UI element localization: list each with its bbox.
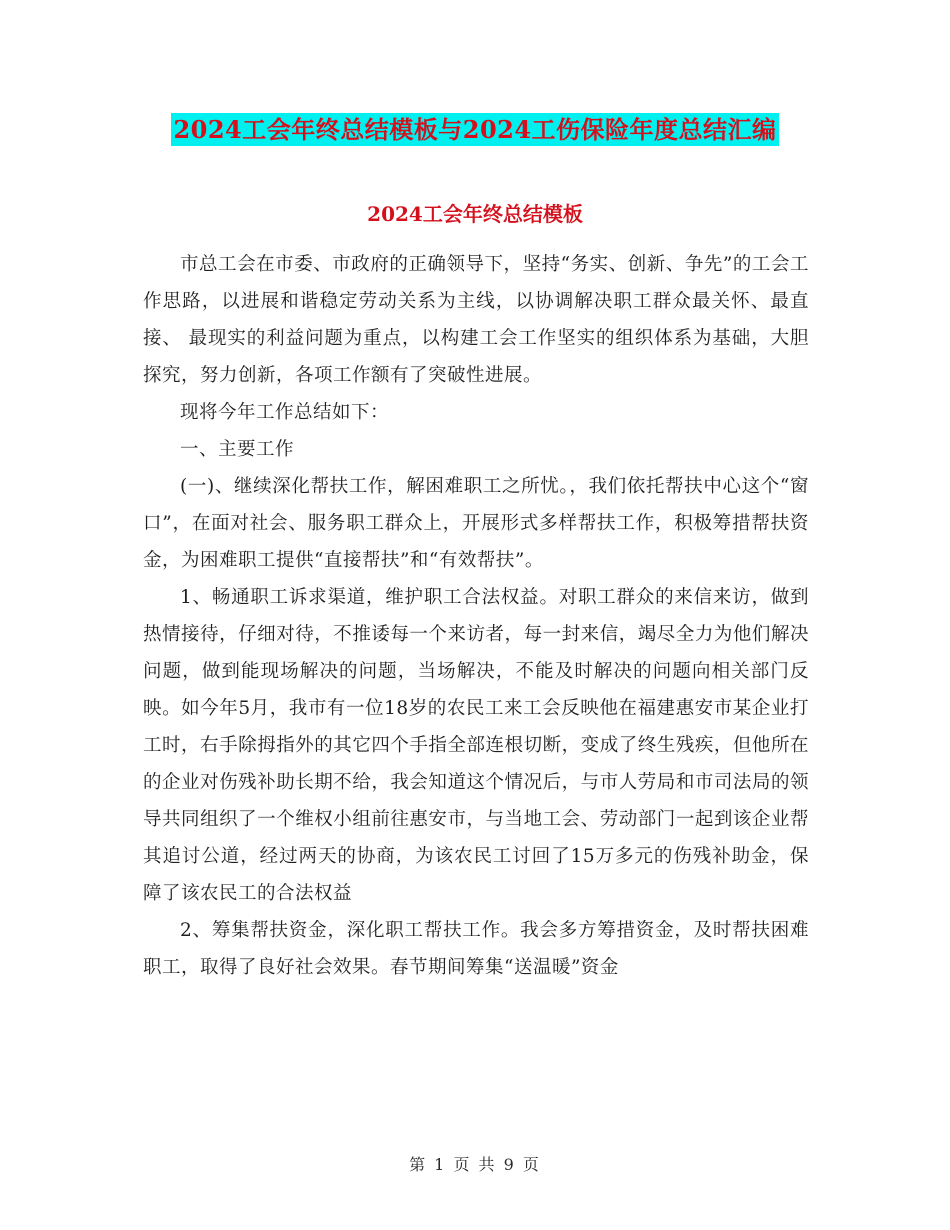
paragraph-heading: 一、主要工作 — [180, 439, 295, 460]
document-title-text: 2024工会年终总结模板与2024工伤保险年度总结汇编 — [173, 115, 777, 144]
paragraph: 2、筹集帮扶资金，深化职工帮扶工作。我会多方筹措资金，及时帮扶困难职工，取得了良好社会效果。春节期间筹集“送温暖”资金 — [143, 920, 809, 978]
page-footer: 第 1 页 共 9 页 — [409, 1155, 541, 1174]
paragraph: 现将今年工作总结如下： — [180, 402, 390, 423]
paragraph: (一)、继续深化帮扶工作，解困难职工之所忧。，我们依托帮扶中心这个“窗口”，在面对社会、服务职工群众上，开展形式多样帮扶工作，积极筹措帮扶资金，为困难职工提供“直接帮扶”和“有效帮扶”。 — [143, 476, 809, 571]
paragraph: 1、畅通职工诉求渠道，维护职工合法权益。对职工群众的来信来访，做到热情接待，仔细对待，不推诿每一个来访者，每一封来信，竭尽全力为他们解决问题，做到能现场解决的问题，当场解决，不能及时解决的问题向相关部门反映。如今年5月，我市有一位18岁的农民工来工会反映他在福建惠安市某企业打工时，右手除拇指外的其它四个手指全部连根切断，变成了终生残疾，但他所在的企业对伤残补助长期不给，我会知道这个情况后，与市人劳局和市司法局的领导共同组织了一个维权小组前往惠安市，与当地工会、劳动部门一起到该企业帮其追讨公道，经过两天的协商，为该农民工讨回了15万多元的伤残补助金，保障了该农民工的合法权益 — [143, 587, 809, 904]
document-title — [0, 112, 950, 148]
section-title: 2024工会年终总结模板 — [367, 202, 583, 226]
paragraph: 市总工会在市委、市政府的正确领导下，坚持“务实、创新、争先”的工会工作思路，以进展和谐稳定劳动关系为主线，以协调解决职工群众最关怀、最直接、 最现实的利益问题为重点，以构建工会工作坚实的组织体系为基础，大胆探究，努力创新，各项工作额有了突破性进展。 — [143, 254, 809, 386]
document-body — [143, 246, 809, 986]
